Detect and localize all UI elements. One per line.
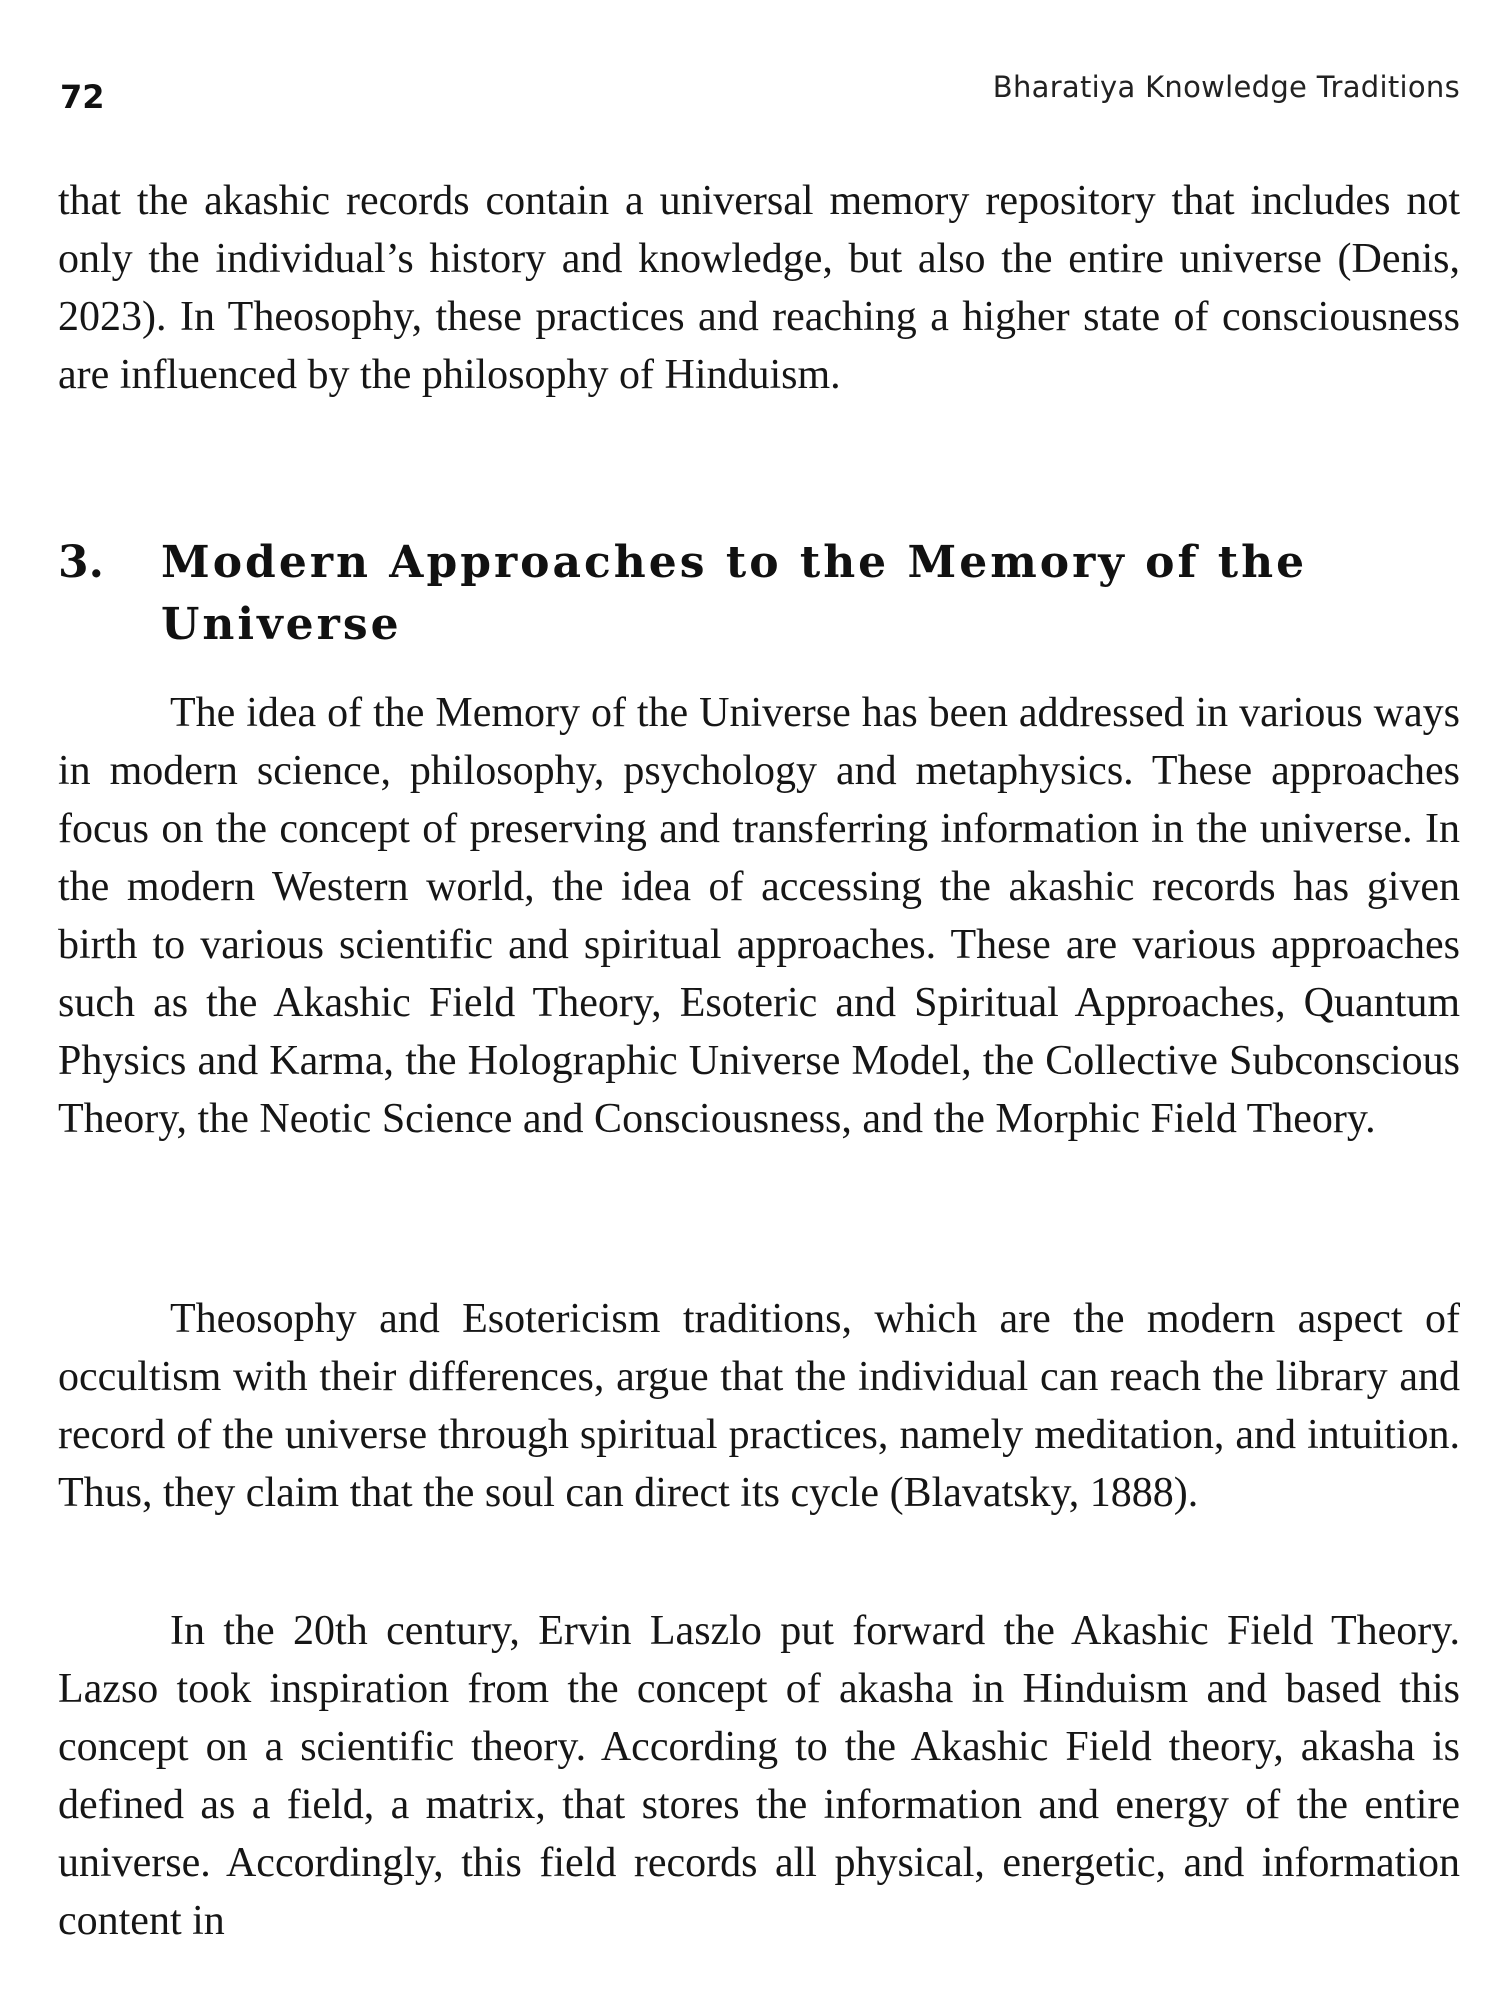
- paragraph-text: The idea of the Memory of the Universe has been addressed in various ways in modern science, philosophy, psychology and metaphysics. These approaches focus on the concept of preserving and transferring information in the universe. In the modern Western world, the idea of accessing the akashic records has given birth to various scientific and spiritual approaches. These are various approaches such as the Akashic Field Theory, Esoteric and Spiritual Approaches, Quantum Physics and Karma, the Holographic Universe Model, the Collective Subconscious Theory, the Neotic Science and Consciousness, and the Morphic Field Theory.: [58, 690, 1460, 1142]
- intro-paragraph: [58, 172, 1460, 404]
- paragraph-text: Theosophy and Esotericism traditions, which are the modern aspect of occultism with their differences, argue that the individual can reach the library and record of the universe through spiritual practices, namely meditation, and intuition. Thus, they claim that the soul can direct its cycle (Blavatsky, 1888).: [58, 1296, 1460, 1516]
- paragraph-3: [58, 1602, 1460, 1950]
- section-heading: [58, 532, 1460, 656]
- paragraph-2: [58, 1290, 1460, 1522]
- page-number: 72: [60, 78, 105, 116]
- paragraph-text: In the 20th century, Ervin Laszlo put forward the Akashic Field Theory. Lazso took inspiration from the concept of akasha in Hinduism and based this concept on a scientific theory. According to the Akashic Field theory, akasha is defined as a field, a matrix, that stores the information and energy of the entire universe. Accordingly, this field records all physical, energetic, and information content in: [58, 1608, 1460, 1944]
- paragraph-1: [58, 684, 1460, 1148]
- section-number: 3.: [58, 537, 104, 588]
- running-header: Bharatiya Knowledge Traditions: [992, 70, 1460, 104]
- paragraph-text: that the akashic records contain a universal memory repository that includes not only the individual’s history and knowledge, but also the entire universe (Denis, 2023). In Theosophy, these practices and reaching a higher state of consciousness are influenced by the philosophy of Hinduism.: [58, 178, 1460, 398]
- section-title: Modern Approaches to the Memory of the Universe: [161, 537, 1308, 650]
